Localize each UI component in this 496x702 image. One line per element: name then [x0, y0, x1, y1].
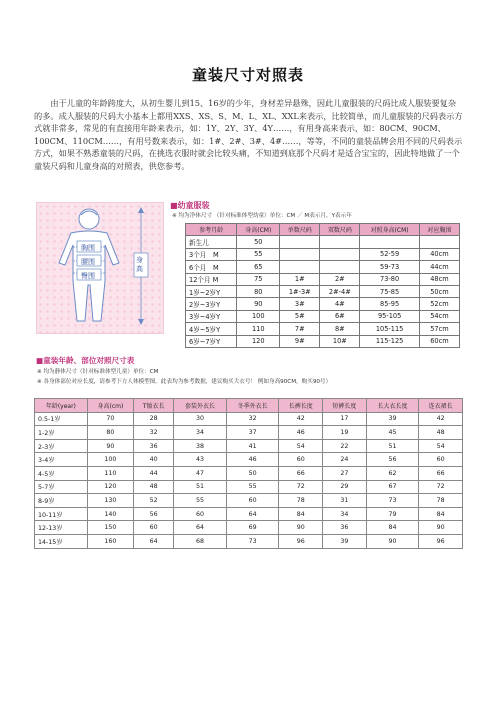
section1-heading: ■幼童服装 — [170, 201, 210, 210]
table-cell: 56 — [366, 453, 419, 467]
table-cell: 120 — [87, 480, 133, 494]
table-cell: 46 — [279, 426, 323, 440]
table-cell: 130 — [87, 494, 133, 508]
table-cell: 69 — [226, 521, 279, 535]
header-cell: 身高(cm) — [87, 399, 133, 413]
table-cell: 110 — [237, 323, 280, 335]
table-cell: 4# — [320, 298, 360, 310]
table-cell: 5-7岁 — [35, 480, 88, 494]
table-cell: 43 — [174, 453, 227, 467]
table-cell: 48cm — [419, 273, 459, 285]
table-cell: 34 — [174, 426, 227, 440]
table-cell: 3# — [280, 298, 320, 310]
table-cell: 44cm — [419, 261, 459, 273]
table-cell: 48 — [134, 480, 174, 494]
table-cell: 100 — [237, 310, 280, 322]
table-cell: 75-85 — [360, 285, 419, 297]
table-row — [35, 521, 463, 535]
label-height: 身高 — [136, 256, 143, 273]
header-cell: 对应胸围 — [419, 224, 459, 236]
table-cell: 64 — [226, 507, 279, 521]
table-cell: 27 — [323, 466, 367, 480]
table-cell: 24 — [323, 453, 367, 467]
table-row — [186, 298, 460, 310]
header-cell: 短裤长度 — [323, 399, 367, 413]
table-cell: 28 — [134, 412, 174, 426]
table-cell — [280, 248, 320, 260]
table-cell: 6个月 M — [186, 261, 237, 273]
table-cell: 54 — [419, 439, 463, 453]
toddler-size-table — [185, 223, 460, 348]
table-cell: 54 — [279, 439, 323, 453]
table-cell — [320, 248, 360, 260]
table-cell: 52cm — [419, 298, 459, 310]
table-cell: 140 — [87, 507, 133, 521]
table-cell: 55 — [237, 248, 280, 260]
table-cell: 64 — [134, 534, 174, 548]
table-cell: 54cm — [419, 310, 459, 322]
table-cell: 29 — [323, 480, 367, 494]
table-cell: 8-9岁 — [35, 494, 88, 508]
table-cell: 41 — [226, 439, 279, 453]
table-cell: 90 — [279, 521, 323, 535]
table-cell: 68 — [174, 534, 227, 548]
table-cell: 90 — [419, 521, 463, 535]
label-hip: 臀围 — [81, 272, 95, 280]
header-cell: 长裤长度 — [279, 399, 323, 413]
section2-note-2: ※ 各身体部位对应长度，请参考下方人体模型图。此表均为参考数据，建议购买大衣号！ 例如身高90CM，购买90号） — [37, 379, 332, 385]
table-cell: 39 — [366, 412, 419, 426]
table-cell: 73-80 — [360, 273, 419, 285]
table-cell: 2-3岁 — [35, 439, 88, 453]
header-cell: 对照身高(CM) — [360, 224, 419, 236]
table-cell: 59-73 — [360, 261, 419, 273]
table-cell: 75 — [237, 273, 280, 285]
header-cell: 单数尺码 — [280, 224, 320, 236]
table-cell — [320, 261, 360, 273]
header-cell: 冬季外衣长 — [226, 399, 279, 413]
table-cell — [280, 236, 320, 248]
table-cell: 8# — [320, 323, 360, 335]
table-cell: 60cm — [419, 335, 459, 347]
table-cell: 80 — [237, 285, 280, 297]
table-cell: 84 — [419, 507, 463, 521]
table-cell: 55 — [174, 494, 227, 508]
table-row — [186, 323, 460, 335]
table-cell: 51 — [174, 480, 227, 494]
body-measurement-figure — [36, 202, 164, 334]
table-cell: 78 — [279, 494, 323, 508]
table-cell: 70 — [87, 412, 133, 426]
table-cell: 1#-3# — [280, 285, 320, 297]
page-title: 童装尺寸对照表 — [191, 66, 304, 84]
table-cell: 60 — [226, 494, 279, 508]
table-cell: 67 — [366, 480, 419, 494]
table-header-row — [35, 399, 463, 413]
table-cell: 48 — [419, 426, 463, 440]
table-row — [35, 534, 463, 548]
table-cell: 10-11岁 — [35, 507, 88, 521]
section2-heading: ■童装年龄、部位对照尺寸表 — [36, 356, 135, 365]
table-row — [35, 480, 463, 494]
table-cell — [419, 236, 459, 248]
section1-note: ※ 均为净体尺寸 （针对标准体型幼童）单位：CM ／ M表示月，Y表示年 — [172, 213, 352, 219]
header-cell: 年龄(year) — [35, 399, 88, 413]
table-cell: 80 — [87, 426, 133, 440]
table-cell: 115-125 — [360, 335, 419, 347]
table-cell: 45 — [366, 426, 419, 440]
age-size-table — [34, 398, 463, 549]
table-row — [186, 310, 460, 322]
table-cell: 36 — [134, 439, 174, 453]
table-cell: 新生儿 — [186, 236, 237, 248]
table-row — [186, 261, 460, 273]
table-cell: 56 — [134, 507, 174, 521]
table-cell: 73 — [226, 534, 279, 548]
table-cell: 60 — [419, 453, 463, 467]
table-row — [35, 453, 463, 467]
table-cell: 52 — [134, 494, 174, 508]
table-cell: 6# — [320, 310, 360, 322]
table-cell: 2# — [320, 273, 360, 285]
table-cell: 60 — [279, 453, 323, 467]
table-cell: 3-4岁 — [35, 453, 88, 467]
table-cell: 90 — [87, 439, 133, 453]
table-cell: 12-13岁 — [35, 521, 88, 535]
table-cell: 0.5-1岁 — [35, 412, 88, 426]
table-cell: 65 — [237, 261, 280, 273]
table-row — [35, 426, 463, 440]
table-cell: 44 — [134, 466, 174, 480]
table-cell: 1-2岁 — [35, 426, 88, 440]
table-cell: 30 — [174, 412, 227, 426]
header-cell: 连衣裙长 — [419, 399, 463, 413]
table-row — [35, 412, 463, 426]
table-cell: 34 — [323, 507, 367, 521]
table-cell: 1# — [280, 273, 320, 285]
table-cell: 7# — [280, 323, 320, 335]
table-cell: 40 — [134, 453, 174, 467]
table-cell: 9# — [280, 335, 320, 347]
table-row — [186, 236, 460, 248]
table-row — [186, 335, 460, 347]
table-cell: 90 — [366, 534, 419, 548]
header-cell: 双数尺码 — [320, 224, 360, 236]
table-cell: 31 — [323, 494, 367, 508]
table-cell: 12个月 M — [186, 273, 237, 285]
table-cell: 60 — [174, 507, 227, 521]
table-cell: 3个月 M — [186, 248, 237, 260]
table-cell: 4-5岁 — [35, 466, 88, 480]
table-cell: 3岁~4岁Y — [186, 310, 237, 322]
table-cell: 66 — [279, 466, 323, 480]
table-cell: 57cm — [419, 323, 459, 335]
table-cell: 6岁~7岁Y — [186, 335, 237, 347]
table-cell: 66 — [419, 466, 463, 480]
table-cell: 32 — [226, 412, 279, 426]
table-cell: 90 — [237, 298, 280, 310]
header-cell: T恤衣长 — [134, 399, 174, 413]
header-cell: 身高(CM) — [237, 224, 280, 236]
table-cell: 5# — [280, 310, 320, 322]
table-cell: 79 — [366, 507, 419, 521]
table-cell: 14-15岁 — [35, 534, 88, 548]
table-cell: 64 — [174, 521, 227, 535]
table-cell: 50 — [237, 236, 280, 248]
table-cell: 50 — [226, 466, 279, 480]
table-cell: 42 — [419, 412, 463, 426]
table-cell: 85-95 — [360, 298, 419, 310]
table-header-row — [186, 224, 460, 236]
table-cell: 1岁~2岁Y — [186, 285, 237, 297]
table-row — [186, 285, 460, 297]
table-cell — [280, 261, 320, 273]
table-cell: 120 — [237, 335, 280, 347]
table-row — [35, 494, 463, 508]
table-cell: 84 — [366, 521, 419, 535]
table-cell: 150 — [87, 521, 133, 535]
section2-note-1: ※ 均为静体尺寸（针对标准体型儿童）单位：CM — [37, 369, 159, 375]
table-cell: 22 — [323, 439, 367, 453]
table-cell: 39 — [323, 534, 367, 548]
table-cell: 17 — [323, 412, 367, 426]
label-waist: 腰围 — [81, 258, 95, 266]
table-cell: 78 — [419, 494, 463, 508]
table-row — [35, 507, 463, 521]
table-row — [35, 466, 463, 480]
table-cell — [360, 236, 419, 248]
table-cell: 19 — [323, 426, 367, 440]
table-cell: 160 — [87, 534, 133, 548]
table-cell — [320, 236, 360, 248]
table-cell: 40cm — [419, 248, 459, 260]
table-cell: 105-115 — [360, 323, 419, 335]
table-cell: 2岁~3岁Y — [186, 298, 237, 310]
table-cell: 55 — [226, 480, 279, 494]
table-cell: 100 — [87, 453, 133, 467]
table-cell: 2#-4# — [320, 285, 360, 297]
header-cell: 长大衣长度 — [366, 399, 419, 413]
table-cell: 95-105 — [360, 310, 419, 322]
header-cell: 参考月龄 — [186, 224, 237, 236]
table-cell: 51 — [366, 439, 419, 453]
table-cell: 72 — [279, 480, 323, 494]
table-cell: 36 — [323, 521, 367, 535]
table-row — [186, 248, 460, 260]
table-cell: 72 — [419, 480, 463, 494]
table-cell: 62 — [366, 466, 419, 480]
table-cell: 84 — [279, 507, 323, 521]
table-cell: 32 — [134, 426, 174, 440]
table-cell: 96 — [279, 534, 323, 548]
table-cell: 52-59 — [360, 248, 419, 260]
header-cell: 套装外衣长 — [174, 399, 227, 413]
table-cell: 10# — [320, 335, 360, 347]
table-cell: 73 — [366, 494, 419, 508]
table-cell: 50cm — [419, 285, 459, 297]
intro-paragraph: 由于儿童的年龄跨度大，从初生婴儿到15、16岁的少年，身材差异悬殊，因此儿童服装的尺码比成人服装要复杂的多。成人服装的尺码大小基本上都用XXS、XS、S、M、L、XL、XXL来表示，比较简单，而儿童服装的尺码表示方式就非常多，常见的有直接用年龄来表示，如：1Y、2Y、3Y、4Y……，有用身高来表示，如：80CM、90CM、100CM、110CM……，有用号数来表示，如：1#、2#、3#、4#……，等等，不同的童装品牌会用不同的尺码表示方式，如果不熟悉童装的尺码，在挑选衣服时就会比较头痛，不知道到底那个尺码才是适合宝宝的，因此特地做了一个童装尺码和儿童身高的对照表，供您参考。 — [34, 98, 463, 171]
table-row — [35, 439, 463, 453]
table-cell: 47 — [174, 466, 227, 480]
table-cell: 38 — [174, 439, 227, 453]
table-cell: 42 — [279, 412, 323, 426]
label-chest: 胸围 — [81, 244, 95, 252]
table-cell: 96 — [419, 534, 463, 548]
table-cell: 60 — [134, 521, 174, 535]
table-cell: 37 — [226, 426, 279, 440]
table-cell: 46 — [226, 453, 279, 467]
table-cell: 4岁~5岁Y — [186, 323, 237, 335]
table-row — [186, 273, 460, 285]
table-cell: 110 — [87, 466, 133, 480]
